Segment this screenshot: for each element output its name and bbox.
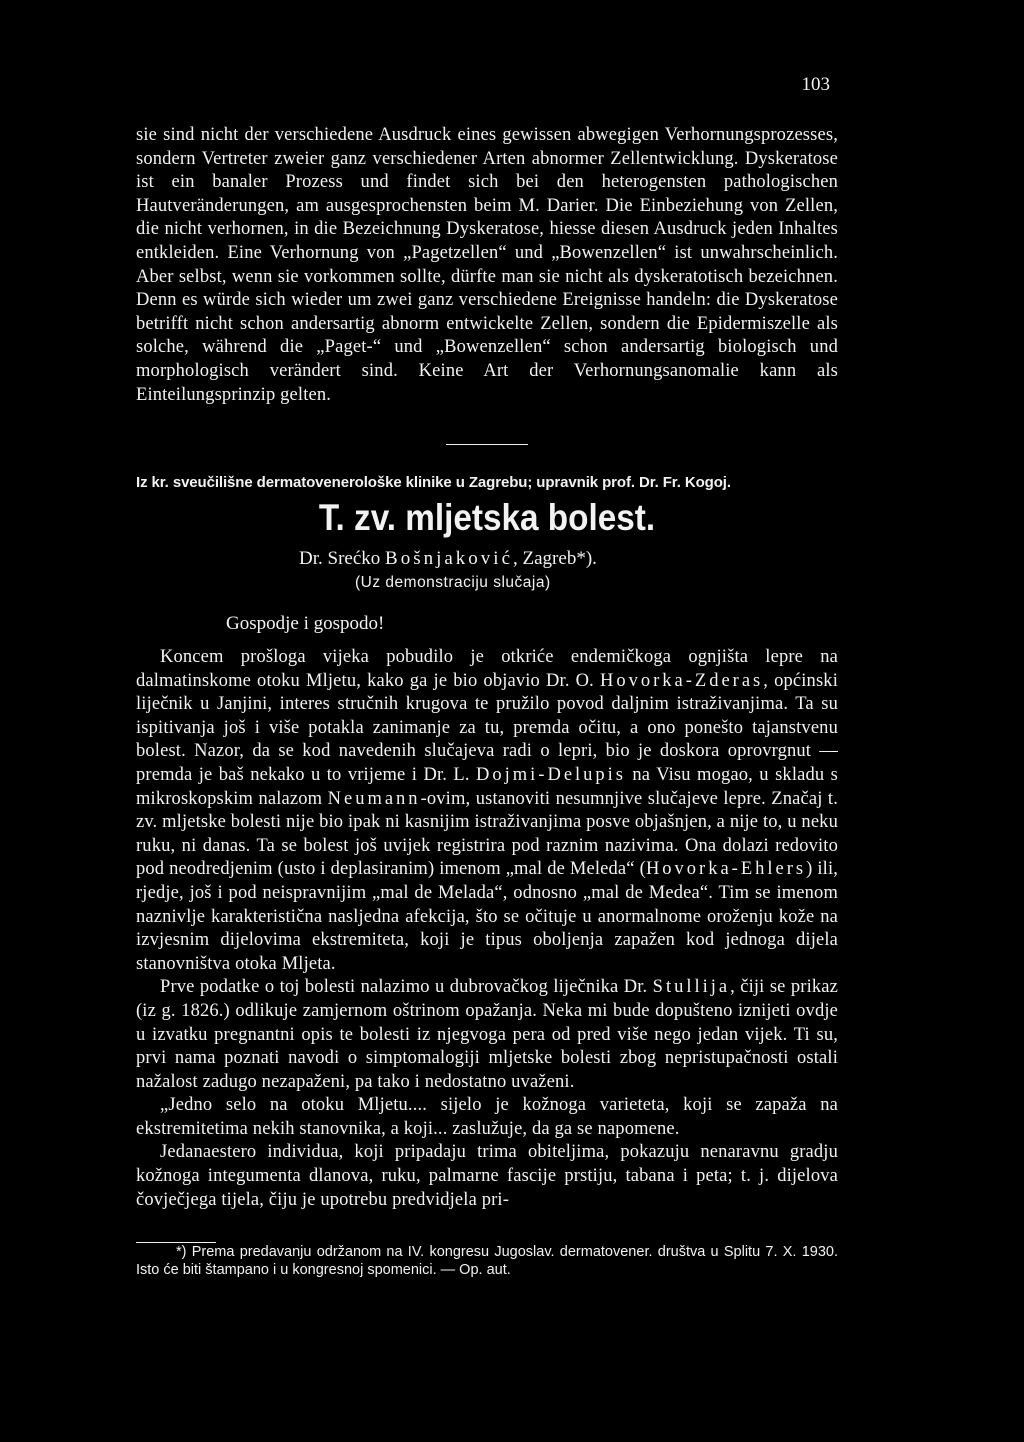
- author-line: [299, 548, 597, 570]
- section-divider: [446, 444, 528, 445]
- body-paragraph-4: Jedanaestero individua, koji pripadaju trima obiteljima, pokazuju nenaravnu gradju kožnoga integumenta dlanova, ruku, palmarne fascije prstiju, tabana i peta; t. j. dijelova čovječjega tijela, čiju je upotrebu predvidjela pri-: [136, 1142, 838, 1210]
- text-run: Koncem prošloga vijeka pobudilo je otkriće endemičkoga ognjišta lepre na dalmatinskome otoku Mljetu, kako ga je bio objavio Dr. O.: [136, 647, 838, 691]
- demonstration-note: (Uz demonstraciju slučaja): [355, 574, 551, 591]
- text-run: -ovim, ustanoviti nesumnjive slučajeve lepre. Značaj t. zv. mljetske bolesti nije bio ipak ni kasnijim istraživanjima posve objašnjen, a nije to, u neku ruku, ni danas. Ta se bolest još uvijek registrira pod raznim nazivima. Ona dolazi redovito pod neodredjenim (usto i deplasiranim) imenom „mal de Meleda“ (: [136, 788, 838, 880]
- footnote-block: [136, 1244, 838, 1279]
- author-prefix: Dr. Srećko: [299, 548, 386, 569]
- footnote-text: *) Prema predavanju održanom na IV. kongresu Jugoslav. dermatovener. društva u Splitu 7. X. 1930. Isto će biti štampano i u kongresnoj spomenici. — Op. aut.: [136, 1244, 838, 1278]
- body-paragraph-3: „Jedno selo na otoku Mljetu.... sijelo je kožnoga varieteta, koji se zapaža na ekstremitetima nekih stanovnika, a koji... zaslužuje, da ga se napomene.: [136, 1095, 838, 1139]
- text-run: , općinski liječnik u Janjini, interes stručnih krugova te pružilo povod daljnim istraživanjima. Ta su ispitivanja još i više potakla zanimanje za tu, premda očitu, a ono ponešto tajanstvenu bolest. Nazor, da se kod navedenih slučajeva radi o lepri, bio je doskora oprovrgnut — premda je baš nekako u to vrijeme i Dr. L.: [136, 670, 838, 785]
- person-name: Stullija: [652, 977, 731, 998]
- croatian-body: [136, 646, 838, 1212]
- text-run: na Visu mogao, u skladu s mikroskopskim nalazom: [136, 764, 838, 809]
- text-run: , čiji se prikaz (iz g. 1826.) odlikuje zamjernom oštrinom opažanja. Neka mi bude dopušteno iznijeti ovdje u izvatku pregnantni opis te bolesti iz njegvoga pera od pred više nego jedan vijek. Ti su, prvi nama poznati navodi o simptomalogiji mljetske bolesti zbog nepristupačnosti ostali nažalost zadugo nezapaženi, pa tako i nedostatno uvaženi.: [136, 977, 839, 1092]
- german-paragraph: sie sind nicht der verschiedene Ausdruck eines gewissen abwegigen Verhornungsprozesses, sondern Vertreter zweier ganz verschiedener Arten abnormer Zellentwicklung. Dyskeratose ist ein banaler Prozess und findet sich bei den heterogensten pathologischen Hautveränderungen, am ausgesprochensten beim M. Darier. Die Einbeziehung von Zellen, die nicht verhornen, in die Bezeichnung Dyskeratose, hiesse diesen Ausdruck jeden Inhaltes entkleiden. Eine Verhornung von „Pagetzellen“ und „Bowenzellen“ ist unwahrscheinlich. Aber selbst, wenn sie vorkommen sollte, dürfte man sie nicht als dyskeratotisch bezeichnen. Denn es würde sich wieder um zwei ganz verschiedene Ereignisse handeln: die Dyskeratose betrifft nicht schon andersartig abnorm entwickelte Zellen, sondern die Epidermiszelle als solche, während die „Paget-“ und „Bowenzellen“ schon andersartig biologisch und morphologisch verändert sind. Keine Art der Verhornungsanomalie kann als Einteilungsprinzip gelten.: [136, 125, 838, 405]
- german-paragraph-block: [136, 124, 838, 407]
- person-name: Hovorka-Zderas: [600, 670, 764, 691]
- footnote-divider: [136, 1242, 216, 1243]
- text-run: Prve podatke o toj bolesti nalazimo u dubrovačkog liječnika Dr.: [160, 977, 653, 998]
- page-number: 103: [801, 74, 830, 95]
- body-paragraph-1: [136, 646, 838, 976]
- person-name: Neumann: [327, 788, 421, 809]
- person-name: Dojmi-Delupis: [476, 764, 627, 785]
- institution-line: Iz kr. sveučilišne dermatovenerološke klinike u Zagrebu; upravnik prof. Dr. Fr. Kogoj.: [136, 474, 731, 491]
- text-run: ) ili, rjedje, još i pod neispravnijim „mal de Melada“, odnosno „mal de Medea“. Tim se imenom naznivlje karakteristična nasljedna afekcija, što se očituje u anormalnome oroženju kože na izvjesnim dijelovima ekstremiteta, koji je tipus oboljenja zapažen kod jednoga dijela stanovništva otoka Mljeta.: [136, 859, 839, 974]
- author-surname: Bošnjaković: [385, 548, 514, 569]
- person-name: Hovorka-Ehlers: [645, 859, 807, 880]
- body-paragraph-2: [136, 976, 838, 1094]
- salutation: Gospodje i gospodo!: [226, 613, 385, 634]
- author-suffix: , Zagreb*).: [513, 548, 597, 569]
- article-title: T. zv. mljetska bolest.: [318, 497, 656, 538]
